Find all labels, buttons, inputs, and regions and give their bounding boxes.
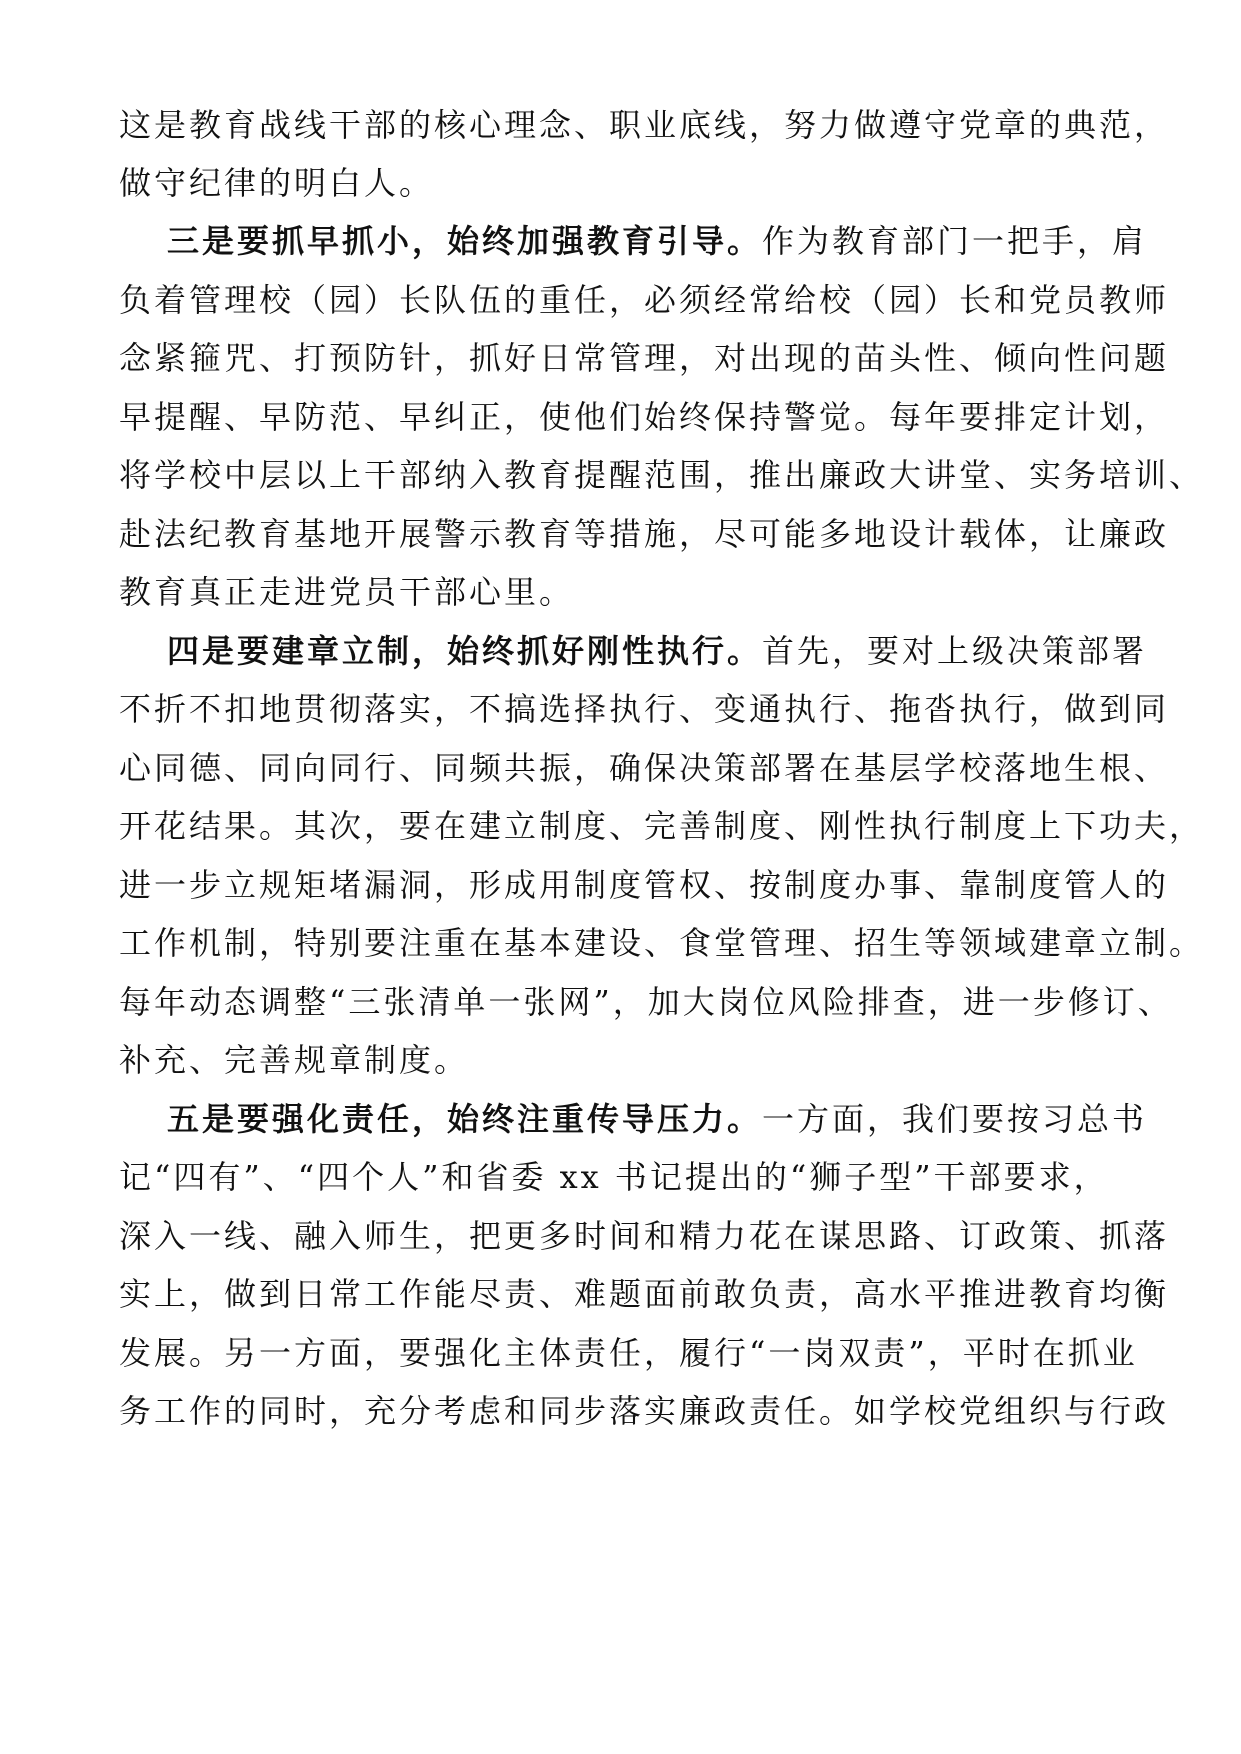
paragraph-line: 心同德、同向同行、同频共振，确保决策部署在基层学校落地生根、: [119, 749, 1170, 787]
section-5-text: 一方面，我们要按习总书: [762, 1100, 1148, 1138]
paragraph-line: 补充、完善规章制度。: [119, 1041, 470, 1079]
paragraph-line: 赴法纪教育基地开展警示教育等措施，尽可能多地设计载体，让廉政: [119, 515, 1170, 553]
paragraph-line: 实上，做到日常工作能尽责、难题面前敢负责，高水平推进教育均衡: [119, 1275, 1170, 1313]
paragraph-line: 发展。另一方面，要强化主体责任，履行“一岗双责”，平时在抓业: [119, 1334, 1138, 1372]
section-3-first-line: [167, 221, 1148, 261]
paragraph-line: 开花结果。其次，要在建立制度、完善制度、刚性执行制度上下功夫，: [119, 807, 1205, 845]
section-3-heading: 三是要抓早抓小，始终加强教育引导。: [167, 222, 763, 260]
paragraph-line: 念紧箍咒、打预防针，抓好日常管理，对出现的苗头性、倾向性问题: [119, 339, 1170, 377]
paragraph-line: 早提醒、早防范、早纠正，使他们始终保持警觉。每年要排定计划，: [119, 398, 1170, 436]
section-5-heading: 五是要强化责任，始终注重传导压力。: [167, 1100, 763, 1138]
paragraph-line: 教育真正走进党员干部心里。: [119, 573, 575, 611]
section-4-text: 首先，要对上级决策部署: [762, 632, 1148, 670]
paragraph-line: 将学校中层以上干部纳入教育提醒范围，推出廉政大讲堂、实务培训、: [119, 456, 1205, 494]
section-5-first-line: [167, 1099, 1148, 1139]
paragraph-line: 这是教育战线干部的核心理念、职业底线，努力做遵守党章的典范，: [119, 106, 1170, 144]
paragraph-line: 负着管理校（园）长队伍的重任，必须经常给校（园）长和党员教师: [119, 281, 1170, 319]
paragraph-line: 进一步立规矩堵漏洞，形成用制度管权、按制度办事、靠制度管人的: [119, 866, 1170, 904]
paragraph-line: 深入一线、融入师生，把更多时间和精力花在谋思路、订政策、抓落: [119, 1217, 1170, 1255]
paragraph-line: 记“四有”、“四个人”和省委 xx 书记提出的“狮子型”干部要求，: [119, 1158, 1109, 1196]
paragraph-line: 做守纪律的明白人。: [119, 164, 435, 202]
paragraph-line: 每年动态调整“三张清单一张网”，加大岗位风险排查，进一步修订、: [119, 983, 1173, 1021]
paragraph-line: 务工作的同时，充分考虑和同步落实廉政责任。如学校党组织与行政: [119, 1392, 1170, 1430]
section-4-first-line: [167, 631, 1148, 671]
paragraph-line: 不折不扣地贯彻落实，不搞选择执行、变通执行、拖沓执行，做到同: [119, 690, 1170, 728]
paragraph-line: 工作机制，特别要注重在基本建设、食堂管理、招生等领域建章立制。: [119, 924, 1205, 962]
section-4-heading: 四是要建章立制，始终抓好刚性执行。: [167, 632, 763, 670]
section-3-text: 作为教育部门一把手，肩: [762, 222, 1148, 260]
